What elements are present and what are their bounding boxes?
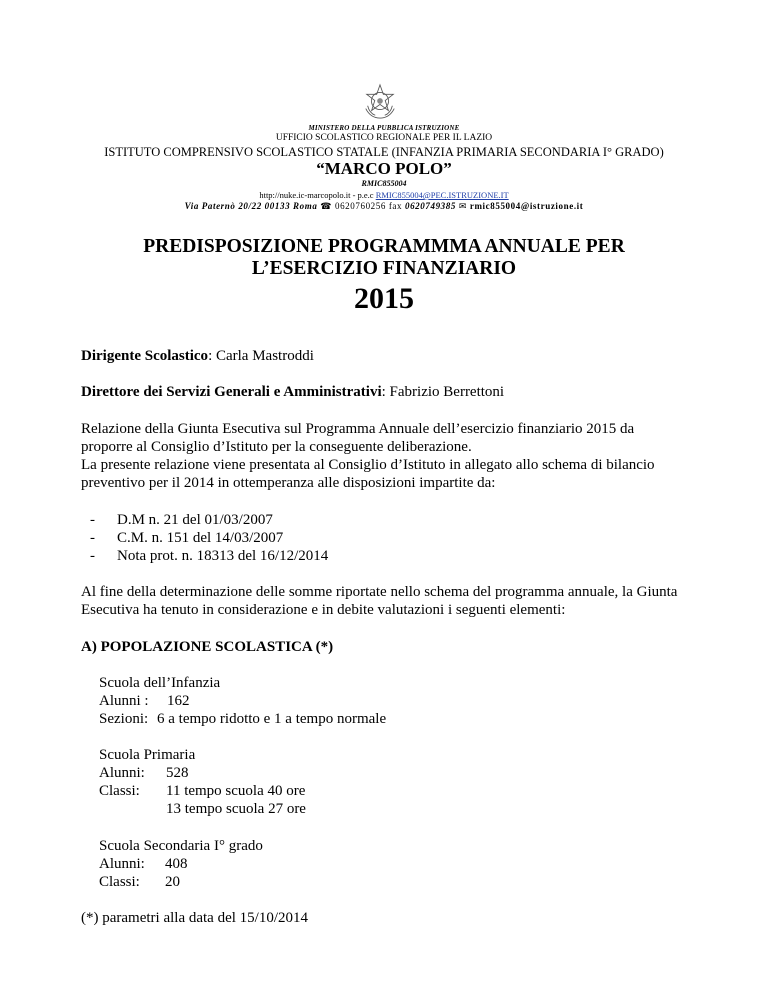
intro-line: La presente relazione viene presentata al Consiglio d’Istituto in allegato allo schema di bilancio [81,457,655,473]
institute-label: ISTITUTO COMPRENSIVO SCOLASTICO STATALE (INFANZIA PRIMARIA SECONDARIA I° GRADO) [104,145,664,159]
reference-item: Nota prot. n. 18313 del 16/12/2014 [117,548,329,564]
intro-line: preventivo per il 2014 in ottemperanza alle disposizioni impartite da: [81,475,496,491]
contact-web-line [0,190,768,200]
primaria-classi-label: Classi: [99,783,140,799]
secondaria-alunni-value: 408 [165,856,188,872]
address-text: Via Paternò 20/22 00133 Roma [184,201,318,211]
dirigente-label: Dirigente Scolastico [81,348,209,364]
dirigente-line [81,347,314,365]
reference-item: C.M. n. 151 del 14/03/2007 [117,530,284,546]
phone-number: 0620760256 [334,201,386,211]
fax-label: fax [388,201,403,211]
dirigente-name: : Carla Mastroddi [208,348,314,364]
determination-line: Al fine della determinazione delle somme riportate nello schema del programma annuale, la Giunta [81,584,678,600]
direttore-name: : Fabrizio Berrettoni [381,384,505,400]
pec-link[interactable]: RMIC855004@PEC.ISTRUZIONE.IT [375,190,509,200]
secondaria-title: Scuola Secondaria I° grado [99,838,263,854]
secondaria-classi-value: 20 [165,874,180,890]
section-a-heading: A) POPOLAZIONE SCOLASTICA (*) [81,639,334,655]
regional-office-label: UFFICIO SCOLASTICO REGIONALE PER IL LAZIO [275,133,493,143]
secondaria-classi-label: Classi: [99,874,140,890]
email-text: rmic855004@istruzione.it [469,201,584,211]
fax-number: 0620749385 [404,201,456,211]
italian-republic-emblem-icon [361,82,399,120]
document-title-line2: L’ESERCIZIO FINANZIARIO [251,258,517,279]
document-title-line1: PREDISPOSIZIONE PROGRAMMMA ANNUALE PER [143,236,625,257]
infanzia-alunni-value: 162 [167,693,190,709]
website-text: http://nuke.ic-marcopolo.it - [259,190,356,200]
infanzia-alunni-label: Alunni : [99,693,149,709]
primaria-alunni-value: 528 [166,765,189,781]
list-bullet: - [90,548,95,564]
ministry-label: MINISTERO DELLA PUBBLICA ISTRUZIONE [308,124,460,132]
list-bullet: - [90,512,95,528]
infanzia-sezioni-value: 6 a tempo ridotto e 1 a tempo normale [157,711,387,727]
secondaria-alunni-label: Alunni: [99,856,145,872]
intro-line: proporre al Consiglio d’Istituto per la conseguente deliberazione. [81,439,472,455]
document-year: 2015 [354,282,414,315]
school-code: RMIC855004 [361,179,407,188]
primaria-classi-value: 13 tempo scuola 27 ore [166,801,306,817]
determination-line: Esecutiva ha tenuto in considerazione e in debite valutazioni i seguenti elementi: [81,602,566,618]
intro-line: Relazione della Giunta Esecutiva sul Programma Annuale dell’esercizio finanziario 2015 da [81,421,635,437]
direttore-line [81,383,504,401]
infanzia-title: Scuola dell’Infanzia [99,675,221,691]
primaria-classi-value: 11 tempo scuola 40 ore [166,783,306,799]
footnote: (*) parametri alla data del 15/10/2014 [81,910,308,926]
school-name: “MARCO POLO” [316,159,452,178]
address-line [0,201,768,212]
pec-label: p.e.c [357,190,374,200]
reference-item: D.M n. 21 del 01/03/2007 [117,512,273,528]
primaria-alunni-label: Alunni: [99,765,145,781]
phone-icon: ☎ [320,202,333,212]
primaria-title: Scuola Primaria [99,747,196,763]
envelope-icon: ✉ [458,202,467,212]
infanzia-sezioni-label: Sezioni: [99,711,149,727]
direttore-label: Direttore dei Servizi Generali e Amministrativi [81,384,382,400]
list-bullet: - [90,530,95,546]
